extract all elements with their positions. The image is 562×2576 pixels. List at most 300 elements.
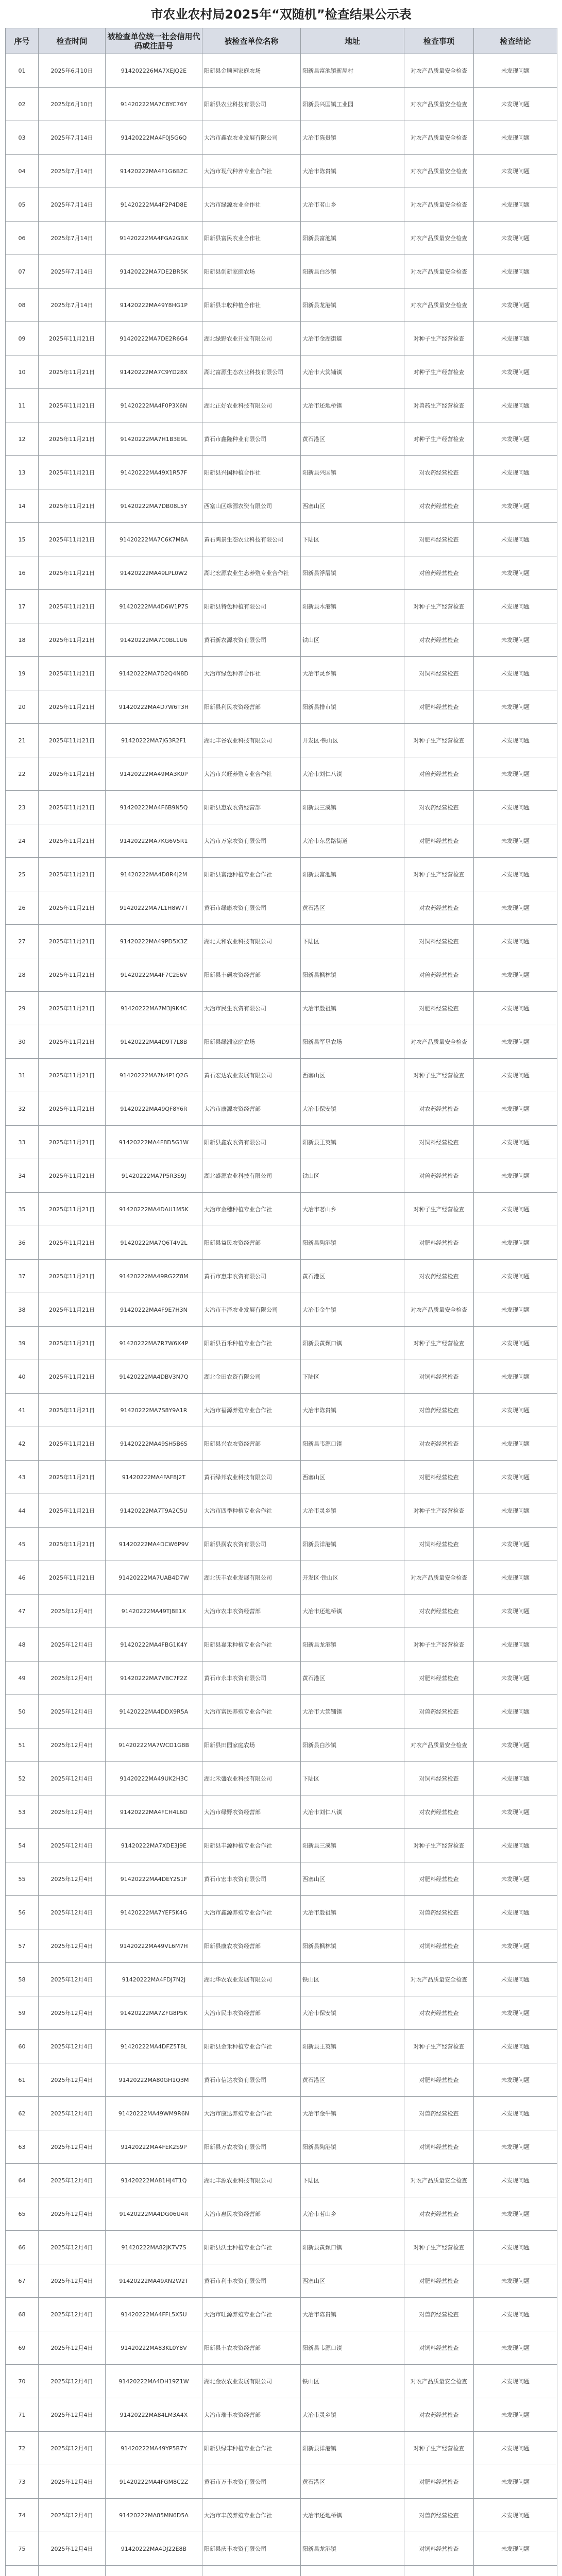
address: 阳新县木港镇 bbox=[301, 590, 404, 623]
unit-name: 湖北金田农资有限公司 bbox=[202, 1360, 301, 1394]
credit-code: 91420222MA4DCW6P9V bbox=[106, 1528, 202, 1561]
address: 阳新县陶港镇 bbox=[301, 1226, 404, 1260]
row-index: 56 bbox=[6, 1896, 39, 1929]
address: 大冶市殷祖镇 bbox=[301, 992, 404, 1025]
credit-code: 91420222MA49UK2H3C bbox=[106, 1762, 202, 1795]
check-date: 2025年6月10日 bbox=[39, 54, 106, 88]
table-row bbox=[6, 1226, 557, 1260]
header-check-item: 检查事项 bbox=[404, 28, 474, 54]
credit-code: 91420222MA4F6B9N5Q bbox=[106, 791, 202, 824]
header-address: 地址 bbox=[301, 28, 404, 54]
unit-name: 湖北丰谷农业科技有限公司 bbox=[202, 724, 301, 757]
row-index: 04 bbox=[6, 155, 39, 188]
row-index: 64 bbox=[6, 2164, 39, 2197]
unit-name: 大冶市丰茂养殖专业合作社 bbox=[202, 2499, 301, 2532]
unit-name: 黄石市信达农资有限公司 bbox=[202, 2063, 301, 2097]
table-row bbox=[6, 1159, 557, 1193]
check-date: 2025年11月21日 bbox=[39, 1360, 106, 1394]
unit-name: 阳新县创新家庭农场 bbox=[202, 255, 301, 289]
credit-code: 91420222MA49QF8Y6R bbox=[106, 1092, 202, 1126]
header-credit-code: 被检查单位统一社会信用代码或注册号 bbox=[106, 28, 202, 54]
row-index: 07 bbox=[6, 255, 39, 289]
table-row bbox=[6, 422, 557, 456]
row-index: 30 bbox=[6, 1025, 39, 1059]
unit-name: 阳新县丰农农资经营部 bbox=[202, 2331, 301, 2365]
row-index: 65 bbox=[6, 2197, 39, 2231]
address: 阳新县浮屠镇 bbox=[301, 556, 404, 590]
check-date: 2025年12月4日 bbox=[39, 1695, 106, 1728]
table-row bbox=[6, 2365, 557, 2398]
address: 阳新县韦源口镇 bbox=[301, 1427, 404, 1461]
address: 黄石港区 bbox=[301, 891, 404, 925]
check-date: 2025年11月21日 bbox=[39, 690, 106, 724]
row-index bbox=[6, 2566, 39, 2576]
address: 黄石港区 bbox=[301, 1260, 404, 1293]
row-index: 35 bbox=[6, 1193, 39, 1226]
check-item: 对兽药经营检查 bbox=[404, 1159, 474, 1193]
address: 阳新县兴国镇 bbox=[301, 456, 404, 489]
check-item: 对农产品质量安全检查 bbox=[404, 222, 474, 255]
unit-name: 湖北天和农业科技有限公司 bbox=[202, 925, 301, 958]
header-index: 序号 bbox=[6, 28, 39, 54]
check-date: 2025年12月4日 bbox=[39, 2432, 106, 2465]
header-check-date: 检查时间 bbox=[39, 28, 106, 54]
check-date: 2025年11月21日 bbox=[39, 590, 106, 623]
row-index: 42 bbox=[6, 1427, 39, 1461]
credit-code: 91420222MA7M3J9K4C bbox=[106, 992, 202, 1025]
check-item: 对肥料经营检查 bbox=[404, 2264, 474, 2298]
address: 阳新县富池镇新屋村 bbox=[301, 54, 404, 88]
table-row bbox=[6, 2398, 557, 2432]
table-row bbox=[6, 2566, 557, 2576]
address: 阳新县洋港镇 bbox=[301, 1528, 404, 1561]
check-date: 2025年11月21日 bbox=[39, 1494, 106, 1528]
check-date: 2025年11月21日 bbox=[39, 1126, 106, 1159]
row-index: 06 bbox=[6, 222, 39, 255]
check-date: 2025年11月21日 bbox=[39, 1025, 106, 1059]
credit-code: 91420222MA4D9T7L8B bbox=[106, 1025, 202, 1059]
check-date: 2025年12月4日 bbox=[39, 2532, 106, 2566]
credit-code: 91420222MA7S8Y9A1R bbox=[106, 1394, 202, 1427]
address: 阳新县王英镇 bbox=[301, 1126, 404, 1159]
check-date: 2025年11月21日 bbox=[39, 824, 106, 858]
conclusion: 未发现问题 bbox=[474, 1561, 557, 1595]
unit-name: 阳新县金顺园家庭农场 bbox=[202, 54, 301, 88]
credit-code: 91420222MA82JK7V7S bbox=[106, 2231, 202, 2264]
check-date: 2025年11月21日 bbox=[39, 958, 106, 992]
check-item: 对农药经营检查 bbox=[404, 489, 474, 523]
table-row bbox=[6, 791, 557, 824]
credit-code: 91420222MA7DB08L5Y bbox=[106, 489, 202, 523]
row-index: 68 bbox=[6, 2298, 39, 2331]
unit-name: 大冶市金穗种植专业合作社 bbox=[202, 1193, 301, 1226]
conclusion: 未发现问题 bbox=[474, 2398, 557, 2432]
unit-name: 黄石市绿康农资有限公司 bbox=[202, 891, 301, 925]
table-row bbox=[6, 1829, 557, 1862]
unit-name: 黄石绿邦农业科技有限公司 bbox=[202, 1461, 301, 1494]
conclusion: 未发现问题 bbox=[474, 88, 557, 121]
row-index: 10 bbox=[6, 355, 39, 389]
table-row bbox=[6, 88, 557, 121]
address: 大冶市金湖街道 bbox=[301, 322, 404, 355]
table-row bbox=[6, 1360, 557, 1394]
row-index: 57 bbox=[6, 1929, 39, 1963]
header-unit-name: 被检查单位名称 bbox=[202, 28, 301, 54]
row-index: 49 bbox=[6, 1662, 39, 1695]
unit-name: 阳新县兴农农资经营部 bbox=[202, 1427, 301, 1461]
check-date: 2025年11月21日 bbox=[39, 1092, 106, 1126]
credit-code: 91420222MA4DJ22E8B bbox=[106, 2532, 202, 2566]
check-date: 2025年11月21日 bbox=[39, 1193, 106, 1226]
conclusion: 未发现问题 bbox=[474, 1728, 557, 1762]
check-date: 2025年12月4日 bbox=[39, 1662, 106, 1695]
check-date: 2025年11月21日 bbox=[39, 1293, 106, 1327]
check-date: 2025年12月4日 bbox=[39, 1862, 106, 1896]
row-index: 67 bbox=[6, 2264, 39, 2298]
credit-code: 91420222MA7R7W6X4P bbox=[106, 1327, 202, 1360]
credit-code: 91420222MA7Q6T4V2L bbox=[106, 1226, 202, 1260]
conclusion: 未发现问题 bbox=[474, 2164, 557, 2197]
conclusion: 未发现问题 bbox=[474, 155, 557, 188]
table-row bbox=[6, 1595, 557, 1628]
conclusion: 未发现问题 bbox=[474, 1829, 557, 1862]
credit-code: 91420222MA84LM3A4X bbox=[106, 2398, 202, 2432]
address: 西塞山区 bbox=[301, 2264, 404, 2298]
unit-name: 阳新县富民农业合作社 bbox=[202, 222, 301, 255]
check-item: 对兽药经营检查 bbox=[404, 2499, 474, 2532]
conclusion: 未发现问题 bbox=[474, 456, 557, 489]
table-row bbox=[6, 155, 557, 188]
address: 西塞山区 bbox=[301, 1059, 404, 1092]
row-index: 69 bbox=[6, 2331, 39, 2365]
check-item: 对种子生产经营检查 bbox=[404, 2030, 474, 2063]
credit-code: 91420222MA4F0J5G6Q bbox=[106, 121, 202, 155]
address: 阳新县洋港镇 bbox=[301, 2432, 404, 2465]
conclusion: 未发现问题 bbox=[474, 1662, 557, 1695]
unit-name: 湖北沃丰农业发展有限公司 bbox=[202, 1561, 301, 1595]
row-index: 61 bbox=[6, 2063, 39, 2097]
conclusion: 未发现问题 bbox=[474, 1226, 557, 1260]
check-item: 对饲料经营检查 bbox=[404, 1528, 474, 1561]
conclusion: 未发现问题 bbox=[474, 255, 557, 289]
check-item: 对饲料经营检查 bbox=[404, 2130, 474, 2164]
check-date: 2025年11月21日 bbox=[39, 1159, 106, 1193]
credit-code: 91420222MA4FAF8J2T bbox=[106, 1461, 202, 1494]
check-item: 对种子生产经营检查 bbox=[404, 1327, 474, 1360]
unit-name: 阳新县利民农资经营部 bbox=[202, 690, 301, 724]
unit-name: 湖北盛源农业科技有限公司 bbox=[202, 1159, 301, 1193]
unit-name: 黄石市惠丰农资有限公司 bbox=[202, 1260, 301, 1293]
row-index: 28 bbox=[6, 958, 39, 992]
unit-name: 大冶市农丰农资经营部 bbox=[202, 1595, 301, 1628]
row-index: 55 bbox=[6, 1862, 39, 1896]
check-item: 对兽药经营检查 bbox=[404, 2097, 474, 2130]
check-item: 对农产品质量安全检查 bbox=[404, 155, 474, 188]
table-row bbox=[6, 992, 557, 1025]
unit-name: 大冶市康源农资经营部 bbox=[202, 1092, 301, 1126]
table-row bbox=[6, 1695, 557, 1728]
unit-name: 黄石市永丰农资有限公司 bbox=[202, 1662, 301, 1695]
address: 大冶市陈贵镇 bbox=[301, 1394, 404, 1427]
credit-code: 91420222MA4DG06U4R bbox=[106, 2197, 202, 2231]
address: 下陆区 bbox=[301, 523, 404, 556]
table-row bbox=[6, 1327, 557, 1360]
credit-code: 91420222MA4DAU1M5K bbox=[106, 1193, 202, 1226]
unit-name: 阳新县富池种植专业合作社 bbox=[202, 858, 301, 891]
unit-name: 湖北金农农业发展有限公司 bbox=[202, 2365, 301, 2398]
check-item: 对饲料经营检查 bbox=[404, 1360, 474, 1394]
row-index: 27 bbox=[6, 925, 39, 958]
check-date: 2025年11月21日 bbox=[39, 891, 106, 925]
check-item: 对农药经营检查 bbox=[404, 791, 474, 824]
row-index: 59 bbox=[6, 1996, 39, 2030]
conclusion: 未发现问题 bbox=[474, 1494, 557, 1528]
check-item: 对农药经营检查 bbox=[404, 623, 474, 657]
row-index: 23 bbox=[6, 791, 39, 824]
credit-code: 91420222MA4FCH4L6D bbox=[106, 1795, 202, 1829]
check-date: 2025年11月21日 bbox=[39, 992, 106, 1025]
conclusion: 未发现问题 bbox=[474, 489, 557, 523]
address: 黄石港区 bbox=[301, 422, 404, 456]
unit-name: 阳新县润农农资有限公司 bbox=[202, 1528, 301, 1561]
inspection-results-table bbox=[5, 28, 557, 2576]
address: 黄石港区 bbox=[301, 1662, 404, 1695]
table-row bbox=[6, 958, 557, 992]
unit-name: 湖北绿野农业开发有限公司 bbox=[202, 322, 301, 355]
address: 大冶市还地桥镇 bbox=[301, 1595, 404, 1628]
row-index: 24 bbox=[6, 824, 39, 858]
check-date: 2025年12月4日 bbox=[39, 2465, 106, 2499]
conclusion: 未发现问题 bbox=[474, 1595, 557, 1628]
check-date: 2025年11月21日 bbox=[39, 757, 106, 791]
unit-name: 阳新县金禾种植专业合作社 bbox=[202, 2030, 301, 2063]
address: 下陆区 bbox=[301, 2164, 404, 2197]
address: 阳新县兴国镇工业园 bbox=[301, 88, 404, 121]
conclusion: 未发现问题 bbox=[474, 891, 557, 925]
row-index: 29 bbox=[6, 992, 39, 1025]
credit-code: 91420222MA4FBG1K4Y bbox=[106, 1628, 202, 1662]
credit-code: 91420222MA7WCD1G8B bbox=[106, 1728, 202, 1762]
table-row bbox=[6, 389, 557, 422]
check-item: 对农药经营检查 bbox=[404, 2197, 474, 2231]
unit-name: 大冶市兴旺养殖专业合作社 bbox=[202, 757, 301, 791]
table-row bbox=[6, 2030, 557, 2063]
table-row bbox=[6, 925, 557, 958]
conclusion: 未发现问题 bbox=[474, 523, 557, 556]
row-index: 25 bbox=[6, 858, 39, 891]
unit-name: 阳新县益民农资经营部 bbox=[202, 1226, 301, 1260]
check-date: 2025年11月21日 bbox=[39, 1260, 106, 1293]
row-index: 41 bbox=[6, 1394, 39, 1427]
row-index: 26 bbox=[6, 891, 39, 925]
row-index: 75 bbox=[6, 2532, 39, 2566]
check-item: 对农产品质量安全检查 bbox=[404, 1728, 474, 1762]
check-item: 对种子生产经营检查 bbox=[404, 2231, 474, 2264]
check-date bbox=[39, 2566, 106, 2576]
table-row bbox=[6, 2264, 557, 2298]
credit-code: 91420222MA49Y8HG1P bbox=[106, 289, 202, 322]
check-item: 对农产品质量安全检查 bbox=[404, 54, 474, 88]
table-row bbox=[6, 1662, 557, 1695]
check-date: 2025年7月14日 bbox=[39, 289, 106, 322]
check-item: 对肥料经营检查 bbox=[404, 2063, 474, 2097]
address: 大冶市陈贵镇 bbox=[301, 2298, 404, 2331]
row-index: 54 bbox=[6, 1829, 39, 1862]
check-item: 对农药经营检查 bbox=[404, 1427, 474, 1461]
address: 大冶市保安镇 bbox=[301, 1996, 404, 2030]
credit-code: 91420222MA49X1R57F bbox=[106, 456, 202, 489]
check-date: 2025年12月4日 bbox=[39, 1762, 106, 1795]
check-date: 2025年11月21日 bbox=[39, 1461, 106, 1494]
conclusion: 未发现问题 bbox=[474, 925, 557, 958]
credit-code bbox=[106, 2566, 202, 2576]
table-row bbox=[6, 121, 557, 155]
table-row bbox=[6, 188, 557, 222]
row-index: 15 bbox=[6, 523, 39, 556]
conclusion: 未发现问题 bbox=[474, 2063, 557, 2097]
table-row bbox=[6, 690, 557, 724]
unit-name: 大冶市旺源养殖专业合作社 bbox=[202, 2298, 301, 2331]
row-index: 72 bbox=[6, 2432, 39, 2465]
unit-name: 大冶市民丰农资经营部 bbox=[202, 1996, 301, 2030]
check-date: 2025年12月4日 bbox=[39, 2365, 106, 2398]
table-row bbox=[6, 456, 557, 489]
check-item: 对饲料经营检查 bbox=[404, 657, 474, 690]
credit-code: 91420222MA81HJ4T1Q bbox=[106, 2164, 202, 2197]
check-item: 对种子生产经营检查 bbox=[404, 1193, 474, 1226]
conclusion: 未发现问题 bbox=[474, 2264, 557, 2298]
table-row bbox=[6, 2063, 557, 2097]
check-item: 对兽药经营检查 bbox=[404, 958, 474, 992]
check-date: 2025年12月4日 bbox=[39, 2231, 106, 2264]
table-row bbox=[6, 1092, 557, 1126]
check-item: 对肥料经营检查 bbox=[404, 992, 474, 1025]
conclusion: 未发现问题 bbox=[474, 121, 557, 155]
check-date: 2025年11月21日 bbox=[39, 1059, 106, 1092]
table-row bbox=[6, 1628, 557, 1662]
row-index: 52 bbox=[6, 1762, 39, 1795]
table-row bbox=[6, 891, 557, 925]
row-index: 22 bbox=[6, 757, 39, 791]
table-row bbox=[6, 222, 557, 255]
credit-code: 91420222MA4DBV3N7Q bbox=[106, 1360, 202, 1394]
credit-code: 91420222MA4F1G6B2C bbox=[106, 155, 202, 188]
check-date: 2025年12月4日 bbox=[39, 2164, 106, 2197]
table-row bbox=[6, 54, 557, 88]
address: 西塞山区 bbox=[301, 1461, 404, 1494]
credit-code: 91420222MA7KG6V5R1 bbox=[106, 824, 202, 858]
row-index: 38 bbox=[6, 1293, 39, 1327]
check-date: 2025年11月21日 bbox=[39, 556, 106, 590]
credit-code: 91420222MA4D6W1P7S bbox=[106, 590, 202, 623]
row-index: 01 bbox=[6, 54, 39, 88]
credit-code: 91420222MA7C8YC76Y bbox=[106, 88, 202, 121]
conclusion: 未发现问题 bbox=[474, 590, 557, 623]
table-row bbox=[6, 355, 557, 389]
conclusion: 未发现问题 bbox=[474, 2231, 557, 2264]
address: 阳新县龙港镇 bbox=[301, 289, 404, 322]
address: 大冶市还地桥镇 bbox=[301, 2499, 404, 2532]
credit-code: 91420222MA4FEK2S9P bbox=[106, 2130, 202, 2164]
address: 大冶市灵乡镇 bbox=[301, 1494, 404, 1528]
row-index: 34 bbox=[6, 1159, 39, 1193]
table-row bbox=[6, 1963, 557, 1996]
unit-name: 阳新县特色种植有限公司 bbox=[202, 590, 301, 623]
credit-code: 91420222MA4D7W6T3H bbox=[106, 690, 202, 724]
address: 阳新县陶港镇 bbox=[301, 2130, 404, 2164]
table-header-row bbox=[6, 28, 557, 54]
check-date: 2025年11月21日 bbox=[39, 489, 106, 523]
conclusion: 未发现问题 bbox=[474, 1862, 557, 1896]
check-item: 对种子生产经营检查 bbox=[404, 355, 474, 389]
unit-name: 阳新县万农农资有限公司 bbox=[202, 2130, 301, 2164]
row-index: 08 bbox=[6, 289, 39, 322]
conclusion: 未发现问题 bbox=[474, 690, 557, 724]
credit-code: 91420222MA4FGA2GBX bbox=[106, 222, 202, 255]
row-index: 45 bbox=[6, 1528, 39, 1561]
check-date: 2025年7月14日 bbox=[39, 222, 106, 255]
check-item: 对肥料经营检查 bbox=[404, 690, 474, 724]
credit-code: 91420222MA49SH5B6S bbox=[106, 1427, 202, 1461]
row-index: 18 bbox=[6, 623, 39, 657]
credit-code: 91420222MA4DFZ5T8L bbox=[106, 2030, 202, 2063]
address: 大冶市陈贵镇 bbox=[301, 155, 404, 188]
row-index: 71 bbox=[6, 2398, 39, 2432]
address: 下陆区 bbox=[301, 925, 404, 958]
check-item: 对饲料经营检查 bbox=[404, 925, 474, 958]
check-item: 对农药经营检查 bbox=[404, 891, 474, 925]
check-date: 2025年6月10日 bbox=[39, 88, 106, 121]
row-index: 16 bbox=[6, 556, 39, 590]
table-row bbox=[6, 1896, 557, 1929]
row-index: 48 bbox=[6, 1628, 39, 1662]
check-date: 2025年12月4日 bbox=[39, 1963, 106, 1996]
table-row bbox=[6, 2499, 557, 2532]
address: 阳新县三溪镇 bbox=[301, 1829, 404, 1862]
credit-code: 91420222MA4F7C2E6V bbox=[106, 958, 202, 992]
address: 阳新县龙港镇 bbox=[301, 2532, 404, 2566]
credit-code: 91420222MA4D8R4J2M bbox=[106, 858, 202, 891]
check-date: 2025年12月4日 bbox=[39, 2264, 106, 2298]
check-item: 对兽药经营检查 bbox=[404, 2298, 474, 2331]
row-index: 32 bbox=[6, 1092, 39, 1126]
credit-code: 91420222MA7P5R3S9J bbox=[106, 1159, 202, 1193]
check-date: 2025年11月21日 bbox=[39, 1394, 106, 1427]
check-date: 2025年11月21日 bbox=[39, 422, 106, 456]
table-row bbox=[6, 1193, 557, 1226]
check-date: 2025年12月4日 bbox=[39, 2197, 106, 2231]
check-date: 2025年7月14日 bbox=[39, 155, 106, 188]
check-date: 2025年11月21日 bbox=[39, 925, 106, 958]
unit-name: 阳新县康农农资经营部 bbox=[202, 1929, 301, 1963]
check-date: 2025年12月4日 bbox=[39, 2298, 106, 2331]
table-row bbox=[6, 322, 557, 355]
unit-name: 黄石市利丰农资有限公司 bbox=[202, 2264, 301, 2298]
address: 阳新县军垦农场 bbox=[301, 1025, 404, 1059]
credit-code: 91420222MA7C9YD28X bbox=[106, 355, 202, 389]
conclusion: 未发现问题 bbox=[474, 322, 557, 355]
unit-name: 黄石市宏丰农资有限公司 bbox=[202, 1862, 301, 1896]
address: 大冶市灵乡镇 bbox=[301, 2398, 404, 2432]
unit-name: 阳新县百禾种植专业合作社 bbox=[202, 1327, 301, 1360]
credit-code: 91420222MA49VL6M7H bbox=[106, 1929, 202, 1963]
row-index: 58 bbox=[6, 1963, 39, 1996]
unit-name: 大冶市惠民农资经营部 bbox=[202, 2197, 301, 2231]
unit-name: 大冶市绿野农资经营部 bbox=[202, 1795, 301, 1829]
page-title: 市农业农村局2025年“双随机”检查结果公示表 bbox=[150, 7, 412, 22]
address: 开发区·铁山区 bbox=[301, 1561, 404, 1595]
conclusion: 未发现问题 bbox=[474, 188, 557, 222]
